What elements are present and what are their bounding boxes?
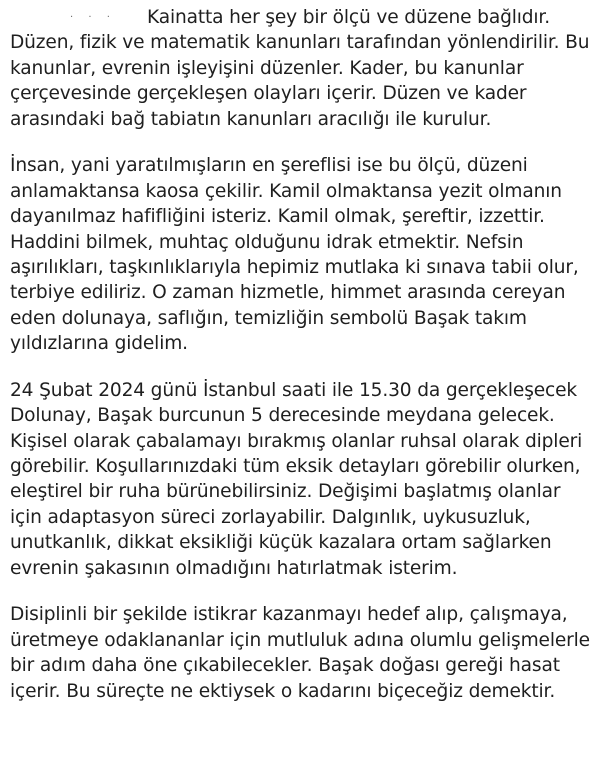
paragraph-gap xyxy=(10,132,600,153)
decorative-marks: · · · xyxy=(70,12,116,23)
paragraph-4-line-1: Disiplinli bir şekilde istikrar kazanmayı hedef alıp, çalışmaya, xyxy=(10,604,568,626)
paragraph-3-line-2: Dolunay, Başak burcunun 5 derecesinde meydana gelecek. xyxy=(10,405,555,427)
paragraph-4-line-2: üretmeye odaklananlar için mutluluk adına olumlu gelişmelerle xyxy=(10,629,590,651)
paragraph-3-line-7: unutkanlık, dikkat eksikliği küçük kazalara ortam sağlarken xyxy=(10,532,552,554)
paragraph-2-line-2: anlamaktansa kaosa çekilir. Kamil olmaktansa yezit olmanın xyxy=(10,180,562,202)
paragraph-4-line-3: bir adım daha öne çıkabilecekler. Başak doğası gereği hasat xyxy=(10,655,560,677)
paragraph-3-line-4: görebilir. Koşullarınızdaki tüm eksik detayları görebilir olurken, xyxy=(10,456,581,478)
paragraph-1-line-1: Kainatta her şey bir ölçü ve düzene bağlıdır. xyxy=(147,7,550,28)
paragraph-2-line-6: terbiye ediliriz. O zaman hizmetle, himmet arasında cereyan xyxy=(10,282,566,304)
paragraph-3-line-6: için adaptasyon süreci zorlayabilir. Dalgınlık, uykusuzluk, xyxy=(10,506,531,528)
paragraph-2-line-1: İnsan, yani yaratılmışların en şereflisi ise bu ölçü, düzeni xyxy=(10,155,528,177)
paragraph-1 xyxy=(10,0,600,132)
paragraph-1-line-4: çerçevesinde gerçekleşen olayları içerir. Düzen ve kader xyxy=(10,83,527,105)
paragraph-3-line-8: evrenin şakasının olmadığını hatırlatmak isterim. xyxy=(10,557,458,579)
paragraph-2-line-4: Haddini bilmek, muhtaç olduğunu idrak etmektir. Nefsin xyxy=(10,231,524,253)
paragraph-1-line-3: kanunlar, evrenin işleyişini düzenler. Kader, bu kanunlar xyxy=(10,57,524,79)
paragraph-1-line-5: arasındaki bağ tabiatın kanunları aracılığı ile kurulur. xyxy=(10,108,492,130)
paragraph-4 xyxy=(10,602,600,704)
paragraph-3 xyxy=(10,378,600,581)
paragraph-2-line-5: aşırılıkları, taşkınlıklarıyla hepimiz mutlaka ki sınava tabii olur, xyxy=(10,256,579,278)
paragraph-3-line-1: 24 Şubat 2024 günü İstanbul saati ile 15.30 da gerçekleşecek xyxy=(10,379,577,401)
paragraph-4-line-4: içerir. Bu süreçte ne ektiysek o kadarını biçeceğiz demektir. xyxy=(10,680,556,702)
paragraph-2-line-7: eden dolunaya, saflığın, temizliğin sembolü Başak takım xyxy=(10,307,527,329)
paragraph-gap xyxy=(10,581,600,602)
document-body xyxy=(10,0,600,704)
paragraph-2-line-8: yıldızlarına gidelim. xyxy=(10,333,188,355)
paragraph-1-line-2: Düzen, fizik ve matematik kanunları tarafından yönlendirilir. Bu xyxy=(10,32,590,54)
paragraph-2-line-3: dayanılmaz hafifliğini isteriz. Kamil olmak, şereftir, izzettir. xyxy=(10,206,545,228)
paragraph-2 xyxy=(10,153,600,356)
paragraph-gap xyxy=(10,356,600,377)
paragraph-3-line-3: Kişisel olarak çabalamayı bırakmış olanlar ruhsal olarak dipleri xyxy=(10,430,583,452)
paragraph-3-line-5: eleştirel bir ruha bürünebilirsiniz. Değişimi başlatmış olanlar xyxy=(10,481,561,503)
